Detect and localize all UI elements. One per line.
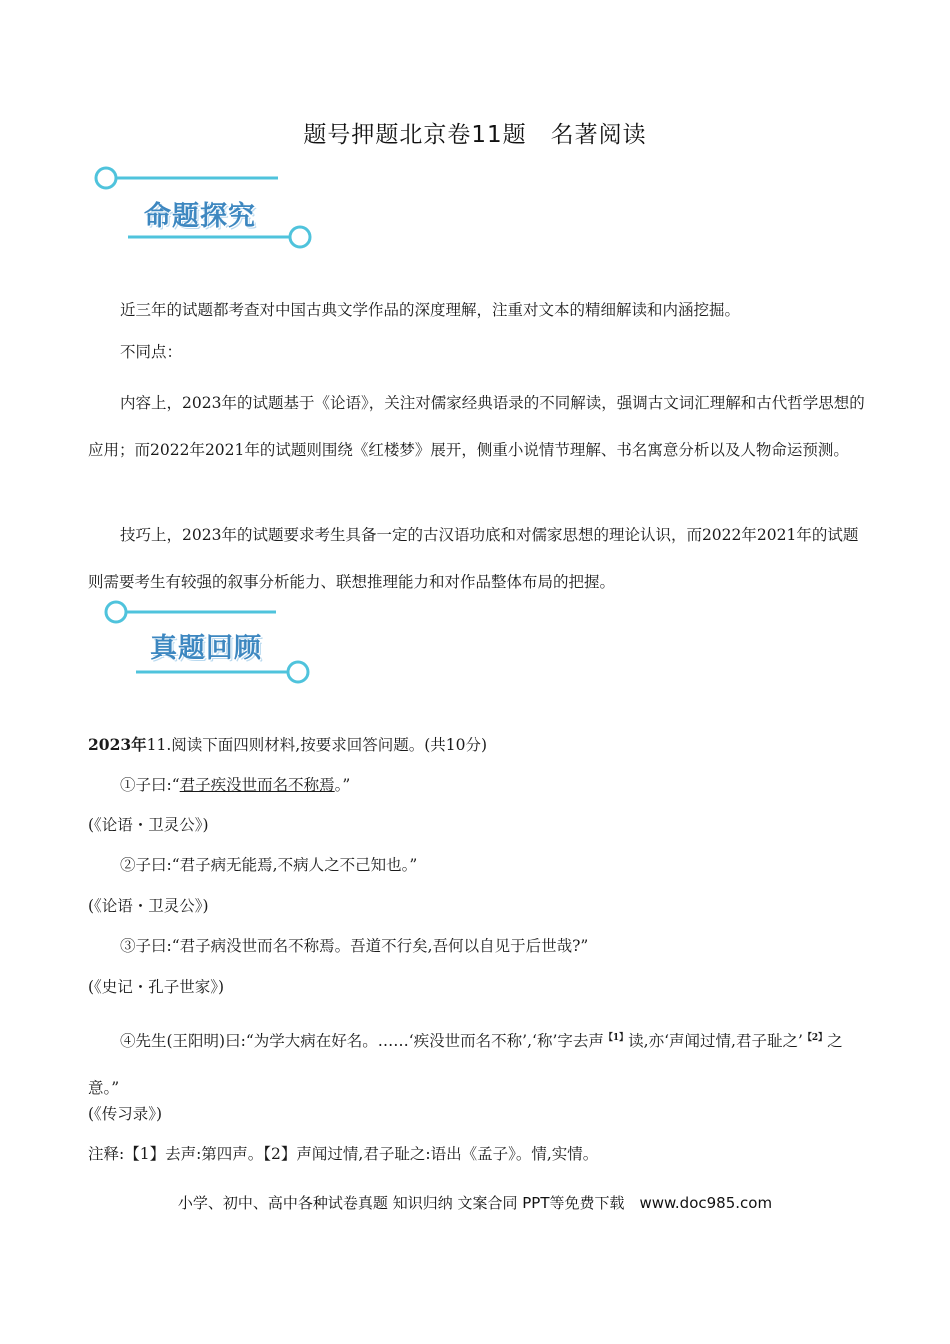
banner-label-review: 真题回顾	[150, 633, 262, 664]
notes: 注释:【1】去声:第四声。【2】声闻过情,君子耻之:语出《孟子》。情,实情。	[88, 1145, 599, 1163]
question-stem	[88, 733, 868, 757]
material-1-quote: 君子疾没世而名不称焉	[179, 776, 335, 794]
material-4-part-a: ④先生(王阳明)曰:“为学大病在好名。……‘疾没世而名不称’,‘称’字去声	[120, 1032, 604, 1050]
material-4-part-b: 读,亦‘声闻过情,君子耻之’	[628, 1032, 803, 1050]
material-2-source: (《论语・卫灵公》)	[88, 897, 209, 915]
material-1	[88, 774, 868, 797]
analysis-paragraph-3: 内容上，2023年的试题基于《论语》，关注对儒家经典语录的不同解读，强调古文词汇理解和古代哲学思想的应用；而2022年2021年的试题则围绕《红楼梦》展开，侧重小说情节理解、书名寓意分析以及人物命运预测。	[88, 394, 865, 459]
banner-label-analysis: 命题探究	[144, 201, 256, 232]
question-text: 11.阅读下面四则材料,按要求回答问题。(共10分)	[146, 736, 488, 754]
section-banner-analysis	[88, 160, 328, 260]
material-4-source: (《传习录》)	[88, 1105, 163, 1123]
material-4	[88, 1015, 868, 1112]
material-1-suffix: 。”	[334, 776, 351, 794]
question-year: 2023年	[88, 735, 147, 754]
material-3-source: (《史记・孔子世家》)	[88, 978, 225, 996]
material-3: ③子曰:“君子病没世而名不称焉。吾道不行矣,吾何以自见于后世哉?”	[120, 937, 589, 955]
material-1-prefix: ①子曰:“	[120, 776, 180, 794]
footnote-marker-1: 【1】	[603, 1033, 629, 1043]
analysis-paragraph-1: 近三年的试题都考查对中国古典文学作品的深度理解，注重对文本的精细解读和内涵挖掘。	[120, 301, 741, 319]
page-title: 题号押题北京卷11题 名著阅读	[303, 122, 647, 148]
analysis-paragraph-2: 不同点：	[120, 343, 183, 361]
material-1-source: (《论语・卫灵公》)	[88, 816, 209, 834]
footnote-marker-2: 【2】	[802, 1033, 828, 1043]
analysis-paragraph-4: 技巧上，2023年的试题要求考生具备一定的古汉语功底和对儒家思想的理论认识，而2022年2021年的试题则需要考生有较强的叙事分析能力、联想推理能力和对作品整体布局的把握。	[88, 526, 859, 591]
section-banner-review	[88, 596, 328, 696]
material-2: ②子曰:“君子病无能焉,不病人之不己知也。”	[120, 856, 418, 874]
footer-text: 小学、初中、高中各种试卷真题 知识归纳 文案合同 PPT等免费下载 www.doc985.com	[177, 1194, 773, 1212]
material-4-part-c: 之意。”	[88, 1032, 843, 1097]
